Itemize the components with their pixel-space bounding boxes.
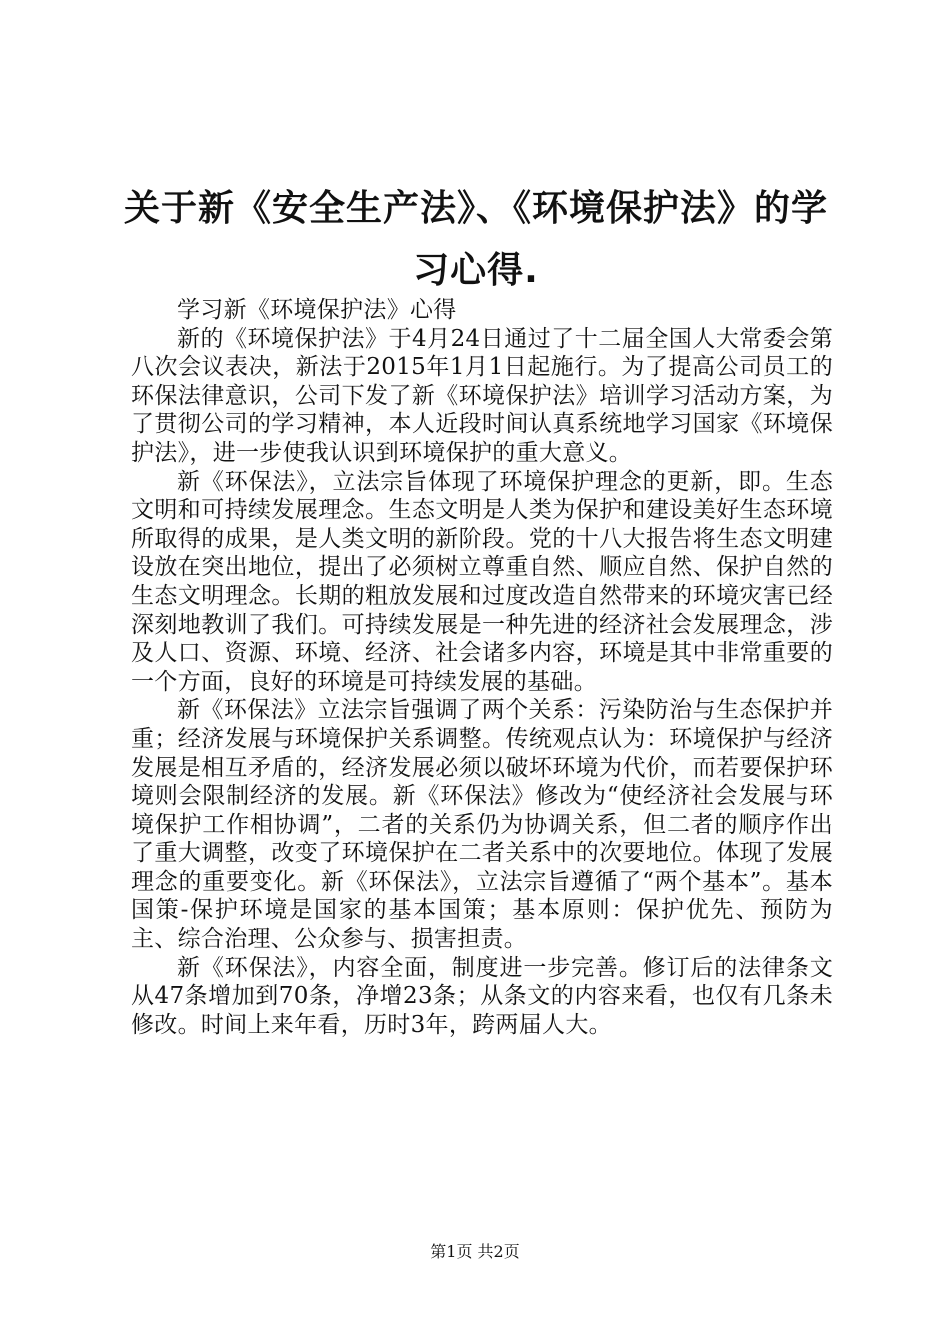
section-heading: 学习新《环境保护法》心得 [177, 297, 457, 323]
paragraph: 新《环保法》立法宗旨强调了两个关系：污染防治与生态保护并重；经济发展与环境保护关系调整。传统观点认为：环境保护与经济发展是相互矛盾的，经济发展必须以破坏环境为代价，而若要保护环境则会限制经济的发展。新《环保法》修改为“使经济社会发展与环境保护工作相协调”，二者的关系仍为协调关系，但二者的顺序作出了重大调整，改变了环境保护在二者关系中的次要地位。体现了发展理念的重要变化。新《环保法》，立法宗旨遵循了“两个基本”。基本国策-保护环境是国家的基本国策；基本原则：保护优先、预防为主、综合治理、公众参与、损害担责。 [131, 697, 833, 953]
page-footer: 第1页 共2页 [430, 1242, 520, 1261]
document-title: 关于新《安全生产法》、《环境保护法》的学习心得. [123, 188, 828, 291]
document-body [131, 296, 833, 1039]
paragraph: 新《环保法》，立法宗旨体现了环境保护理念的更新，即。生态文明和可持续发展理念。生态文明是人类为保护和建设美好生态环境所取得的成果，是人类文明的新阶段。党的十八大报告将生态文明建设放在突出地位，提出了必须树立尊重自然、顺应自然、保护自然的生态文明理念。长期的粗放发展和过度改造自然带来的环境灾害已经深刻地教训了我们。可持续发展是一种先进的经济社会发展理念，涉及人口、资源、环境、经济、社会诸多内容，环境是其中非常重要的一个方面，良好的环境是可持续发展的基础。 [131, 468, 833, 695]
paragraph: 新《环保法》，内容全面，制度进一步完善。修订后的法律条文从47条增加到70条，净增23条；从条文的内容来看，也仅有几条未修改。时间上来年看，历时3年，跨两届人大。 [131, 954, 833, 1038]
paragraph: 新的《环境保护法》于4月24日通过了十二届全国人大常委会第八次会议表决，新法于2015年1月1日起施行。为了提高公司员工的环保法律意识，公司下发了新《环境保护法》培训学习活动方案，为了贯彻公司的学习精神，本人近段时间认真系统地学习国家《环境保护法》，进一步使我认识到环境保护的重大意义。 [131, 325, 833, 466]
